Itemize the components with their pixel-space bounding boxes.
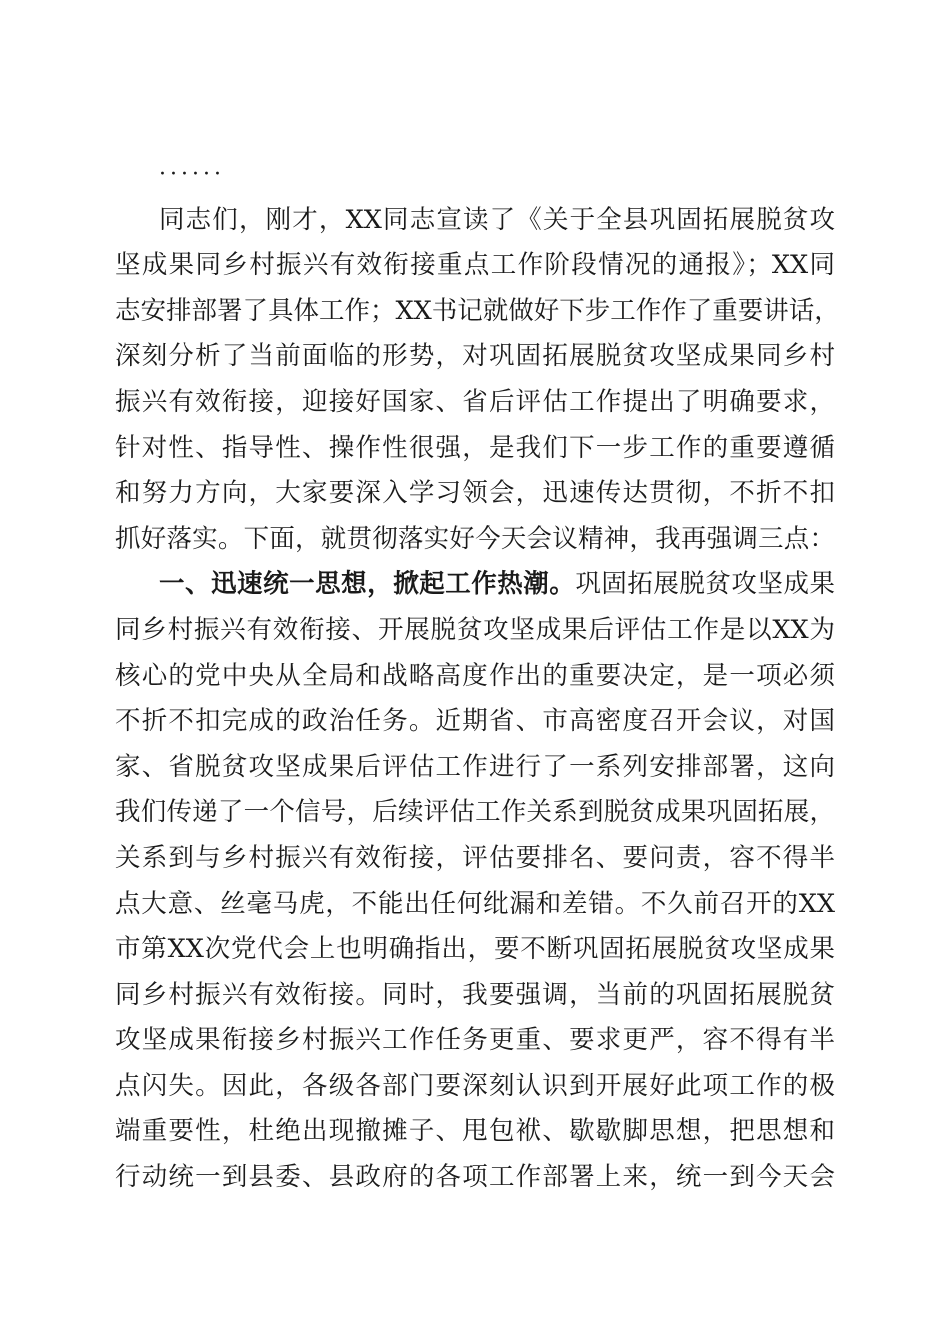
paragraph-line: 关系到与乡村振兴有效衔接，评估要排名、要问责，容不得半	[115, 842, 835, 873]
paragraph-line: 和努力方向，大家要深入学习领会，迅速传达贯彻，不折不扣	[115, 478, 835, 509]
section-one	[115, 562, 835, 1200]
paragraph-line: 家、省脱贫攻坚成果后评估工作进行了一系列安排部署，这向	[115, 751, 835, 782]
paragraph-line: 点大意、丝毫马虎，不能出任何纰漏和差错。不久前召开的XX	[115, 888, 835, 919]
paragraph-line: 针对性、指导性、操作性很强，是我们下一步工作的重要遵循	[115, 432, 835, 463]
paragraph-line: 同乡村振兴有效衔接。同时，我要强调，当前的巩固拓展脱贫	[115, 979, 835, 1010]
paragraph-line: 同乡村振兴有效衔接、开展脱贫攻坚成果后评估工作是以XX为	[115, 614, 835, 645]
paragraph-line: 振兴有效衔接，迎接好国家、省后评估工作提出了明确要求，	[115, 386, 835, 417]
paragraph-line: 端重要性，杜绝出现撤摊子、甩包袱、歇歇脚思想，把思想和	[115, 1116, 835, 1147]
paragraph-line: 深刻分析了当前面临的形势，对巩固拓展脱贫攻坚成果同乡村	[115, 341, 835, 372]
paragraph-line: 核心的党中央从全局和战略高度作出的重要决定，是一项必须	[115, 660, 835, 691]
section-first-line	[115, 562, 835, 608]
paragraph-line: 同志们，刚才，XX同志宣读了《关于全县巩固拓展脱贫攻	[159, 204, 835, 235]
paragraph-line: 抓好落实。下面，就贯彻落实好今天会议精神，我再强调三点：	[115, 523, 835, 554]
paragraph-line: 行动统一到县委、县政府的各项工作部署上来，统一到今天会	[115, 1162, 835, 1193]
paragraph-line: 我们传递了一个信号，后续评估工作关系到脱贫成果巩固拓展，	[115, 797, 835, 828]
paragraph-line: 不折不扣完成的政治任务。近期省、市高密度召开会议，对国	[115, 706, 835, 737]
paragraph-line: 攻坚成果衔接乡村振兴工作任务更重、要求更严，容不得有半	[115, 1025, 835, 1056]
paragraph-opening	[115, 198, 840, 563]
paragraph-line: 坚成果同乡村振兴有效衔接重点工作阶段情况的通报》；XX同	[115, 250, 835, 281]
ellipsis-marker: ······	[159, 162, 225, 187]
paragraph-line: 市第XX次党代会上也明确指出，要不断巩固拓展脱贫攻坚成果	[115, 934, 835, 965]
document-body	[115, 152, 840, 1201]
section-first-line-text: 巩固拓展脱贫攻坚成果	[575, 569, 835, 600]
section-heading: 一、迅速统一思想，掀起工作热潮。	[159, 569, 576, 600]
paragraph-line: 志安排部署了具体工作；XX书记就做好下步工作作了重要讲话，	[115, 295, 840, 326]
paragraph-line: 点闪失。因此，各级各部门要深刻认识到开展好此项工作的极	[115, 1070, 835, 1101]
